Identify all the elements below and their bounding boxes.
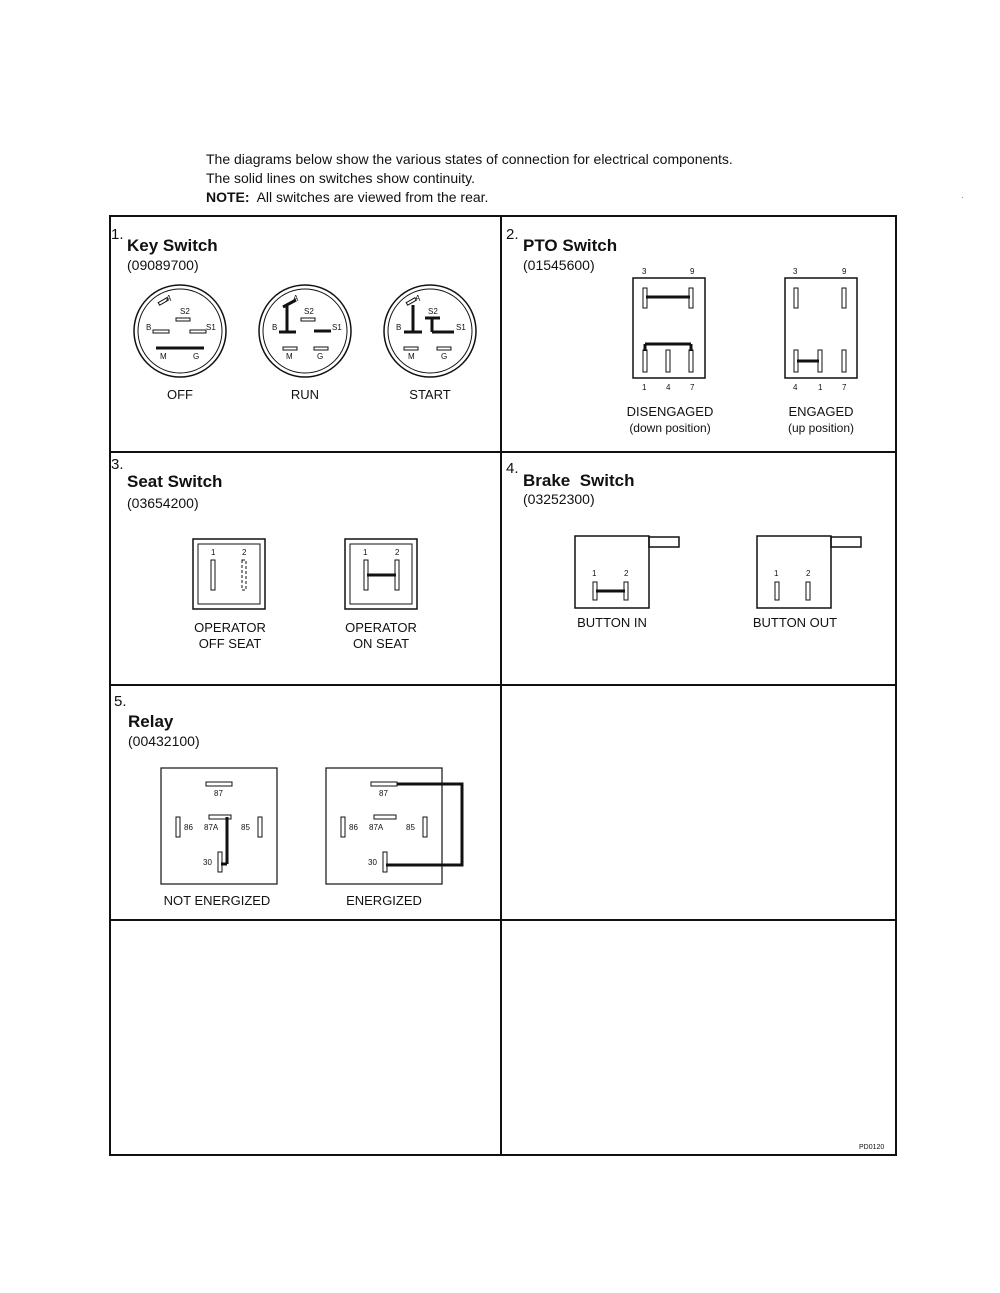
pto-disengaged-title: DISENGAGED	[626, 404, 714, 419]
brake-switch-title: Brake Switch	[523, 471, 635, 490]
seat-switch-part-number: (03654200)	[127, 495, 199, 511]
start-terminal-g: G	[441, 352, 448, 361]
start-terminal-s2: S2	[428, 307, 438, 316]
stray-mark: ·	[961, 193, 964, 202]
brake-button-in-label: BUTTON IN	[577, 615, 647, 630]
relay-e-30: 30	[368, 858, 377, 867]
key-switch-number: 1.	[111, 226, 124, 243]
brake-button-out-label: BUTTON OUT	[752, 615, 838, 630]
seat-on-pin-1: 1	[363, 548, 368, 557]
seat-off-pin-1: 1	[211, 548, 216, 557]
off-terminal-m: M	[160, 352, 167, 361]
intro-line-1: The diagrams below show the various states of connection for electrical components.	[206, 151, 733, 167]
relay-not-energized-diagram	[161, 768, 277, 884]
pto-eng-pin-1: 1	[818, 383, 823, 392]
seat-switch-title: Seat Switch	[127, 472, 223, 491]
pto-dis-pin-1: 1	[642, 383, 647, 392]
brake-in-pin-2: 2	[624, 569, 629, 578]
pto-switch-number: 2.	[506, 226, 519, 243]
relay-not-energized-label: NOT ENERGIZED	[163, 893, 271, 908]
relay-e-85: 85	[406, 823, 415, 832]
pto-dis-pin-4: 4	[666, 383, 671, 392]
key-switch-run-label: RUN	[290, 387, 320, 402]
relay-title: Relay	[128, 712, 174, 731]
run-terminal-g: G	[317, 352, 324, 361]
start-terminal-m: M	[408, 352, 415, 361]
run-terminal-a: A	[293, 294, 299, 303]
relay-e-87a: 87A	[369, 823, 384, 832]
seat-on-pin-2: 2	[395, 548, 400, 557]
pto-disengaged-sub: (down position)	[629, 421, 711, 435]
pto-engaged-title: ENGAGED	[788, 404, 854, 419]
intro-line-2: The solid lines on switches show continuity.	[206, 170, 475, 186]
relay-e-87: 87	[379, 789, 388, 798]
key-switch-title: Key Switch	[127, 236, 218, 255]
run-terminal-s2: S2	[304, 307, 314, 316]
pto-switch-part-number: (01545600)	[523, 257, 595, 273]
pto-switch-title: PTO Switch	[523, 236, 618, 255]
note-text: All switches are viewed from the rear.	[256, 189, 489, 205]
run-terminal-m: M	[286, 352, 293, 361]
pto-eng-pin-4: 4	[793, 383, 798, 392]
brake-out-pin-1: 1	[774, 569, 779, 578]
start-terminal-b: B	[396, 323, 402, 332]
relay-energized-diagram	[326, 768, 462, 884]
off-terminal-g: G	[193, 352, 200, 361]
pto-dis-pin-7: 7	[690, 383, 695, 392]
brake-in-pin-1: 1	[592, 569, 597, 578]
off-terminal-s2: S2	[180, 307, 190, 316]
brake-out-pin-2: 2	[806, 569, 811, 578]
brake-switch-part-number: (03252300)	[523, 491, 595, 507]
relay-ne-87a: 87A	[204, 823, 219, 832]
brake-switch-number: 4.	[506, 460, 519, 477]
pto-eng-pin-3: 3	[793, 267, 798, 276]
note-label: NOTE:	[206, 189, 250, 205]
seat-off-line-1: OPERATOR	[194, 620, 266, 635]
pto-eng-pin-7: 7	[842, 383, 847, 392]
relay-ne-85: 85	[241, 823, 250, 832]
off-terminal-b: B	[146, 323, 152, 332]
seat-on-line-1: OPERATOR	[345, 620, 417, 635]
start-terminal-s1: S1	[456, 323, 466, 332]
relay-ne-86: 86	[184, 823, 193, 832]
run-terminal-s1: S1	[332, 323, 342, 332]
pto-dis-pin-9: 9	[690, 267, 695, 276]
relay-energized-label: ENERGIZED	[346, 893, 422, 908]
off-terminal-s1: S1	[206, 323, 216, 332]
pto-dis-pin-3: 3	[642, 267, 647, 276]
relay-ne-87: 87	[214, 789, 223, 798]
seat-on-line-2: ON SEAT	[352, 636, 410, 651]
off-terminal-a: A	[166, 294, 172, 303]
relay-e-86: 86	[349, 823, 358, 832]
relay-number: 5.	[114, 693, 127, 710]
start-terminal-a: A	[415, 294, 421, 303]
relay-ne-30: 30	[203, 858, 212, 867]
seat-switch-number: 3.	[111, 456, 124, 473]
key-switch-start-label: START	[409, 387, 451, 402]
pto-engaged-sub: (up position)	[787, 421, 855, 435]
key-switch-off-label: OFF	[167, 387, 193, 402]
relay-part-number: (00432100)	[128, 733, 200, 749]
pto-eng-pin-9: 9	[842, 267, 847, 276]
figure-code: PD0120	[859, 1144, 885, 1151]
key-switch-part-number: (09089700)	[127, 257, 199, 273]
seat-off-line-2: OFF SEAT	[198, 636, 262, 651]
seat-off-pin-2: 2	[242, 548, 247, 557]
run-terminal-b: B	[272, 323, 278, 332]
